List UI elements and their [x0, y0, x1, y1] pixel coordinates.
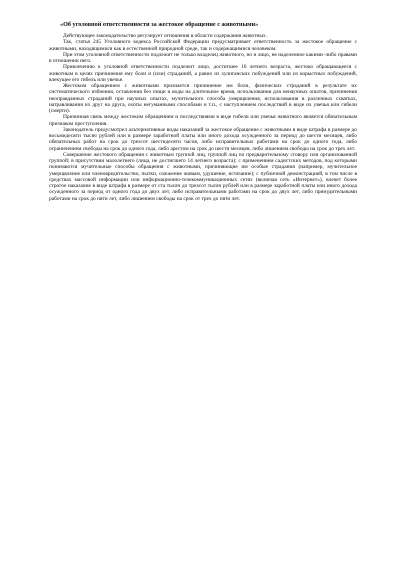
paragraph-definition-cruelty: Жестоким обращением с животными признается причинение им боли, физических страданий в результате их систематического избиения, оставления без пищи и воды на длительное время, использования для ненаучных опытов, причинения неоправданных страданий при научных опытах, мучительного способа умерщвления, использования в различных схватках, натравливания их друг на друга, охоты негуманными способами и т.п., с наступлением последствий в виде их увечья или гибели (смерти). — [49, 83, 357, 114]
paragraph-article-245: Так, статья 245 Уголовного кодекса Российской Федерации предусматривает ответственность за жестокое обращение с животными, находящимися как в естественной природной среде, так и содержащимися человеком. — [49, 39, 357, 52]
paragraph-penalties: Законодатель предусмотрел альтернативные виды наказаний за жестокое обращение с животными в виде штрафа в размере до восьмидесяти тысяч рублей или в размере заработной платы или иного дохода осужденного за период до шести месяцев, либо обязательных работ на срок до трехсот шестидесяти часов, либо исправительных работами на срок до одного года, либо ограничением свободы на срок до одного года, либо арестом на срок до шести месяцев, либо лишением свободы на срок до трех лет. — [49, 126, 357, 152]
document-title: «Об уголовной ответственности за жестокое обращение с животными» — [60, 21, 259, 28]
paragraph-aggravated-penalties: Совершение жестокого обращения с животным группой лиц, группой лиц по предварительному сговору или организованной группой; в присутствии малолетнего (лица, не достигшего 14 летнего возраста); с применением садистских методов, под которыми понимаются мучительные способы обращения с животными, причиняющие им особые страдания (например, мучительное умерщвление или членовредительство, пытки, сожжение живым, удушение, истязание); с публичной демонстрацией, в том числе в средствах массовой информации или информационно-телекоммуникационных сетях (включая сеть «Интернет»), влечет более строгое наказание в виде штрафа в размере от ста тысяч до трехсот тысяч рублей или в размере заработной платы или иного дохода осужденного за период от одного года до двух лет, либо исправительными работами на срок до двух лет, либо принудительными работами на срок до пяти лет, либо лишением свободы на срок от трех до пяти лет. — [49, 151, 357, 202]
paragraph-intro: Действующее законодательство регулирует отношения в области содержания животных. — [63, 33, 268, 39]
paragraph-age-of-liability: Привлечению к уголовной ответственности подлежит лицо, достигшее 16 летнего возраста, жестоко обращающееся с животным в целях причинения ему боли и (или) страданий, а равно из хулиганских побуждений или из корыстных побуждений, влекущее его гибель или увечье. — [49, 64, 357, 83]
paragraph-causal-link: Причинная связь между жестоким обращением и последствиями в виде гибели или увечья животного является обязательным признаком преступления. — [49, 114, 357, 127]
paragraph-liability-subject: При этом уголовной ответственности подлежит не только владелец животного, но и лицо, не наделенное какими–либо правами в отношении него. — [49, 51, 357, 64]
document-body — [49, 33, 357, 202]
